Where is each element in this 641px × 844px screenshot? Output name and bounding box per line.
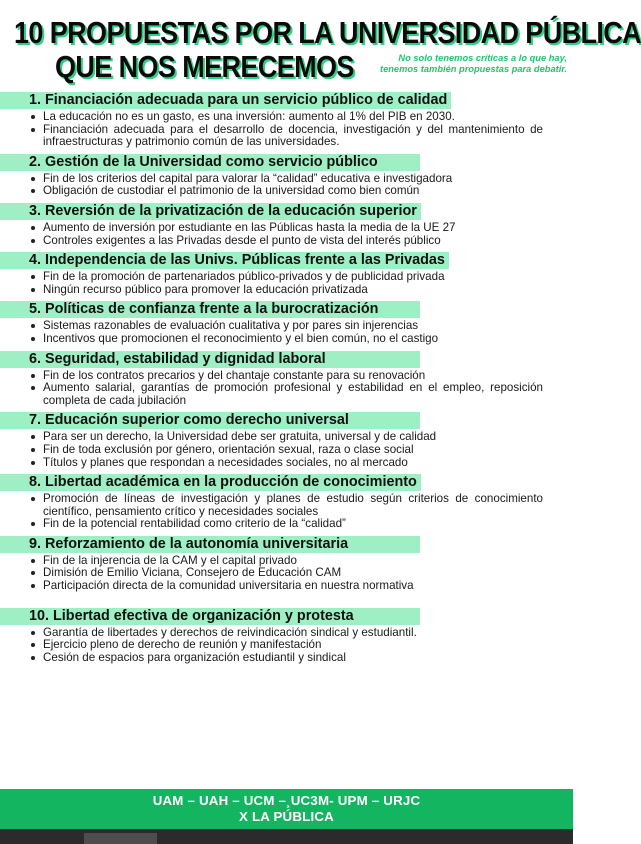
- proposal-title: 2. Gestión de la Universidad como servicio público: [29, 153, 378, 170]
- proposal-heading: [0, 91, 573, 110]
- list-item: Controles exigentes a las Privadas desde el punto de vista del interés público: [28, 235, 543, 248]
- list-item: La educación no es un gasto, es una inversión: aumento al 1% del PIB en 2030.: [28, 111, 543, 124]
- list-item: Ningún recurso público para promover la educación privatizada: [28, 284, 543, 297]
- proposal-title: 5. Políticas de confianza frente a la burocratización: [29, 301, 379, 318]
- proposal-section: [0, 300, 573, 345]
- proposal-title: 6. Seguridad, estabilidad y dignidad laboral: [29, 350, 326, 367]
- proposals-list: [0, 91, 573, 668]
- proposal-heading: [0, 607, 573, 626]
- page-title-line2: QUE NOS MERECEMOS: [55, 50, 354, 84]
- proposal-heading: [0, 300, 573, 319]
- list-item: Sistemas razonables de evaluación cualitativa y por pares sin injerencias: [28, 320, 543, 333]
- list-item: Incentivos que promocionen el reconocimiento y el bien común, no el castigo: [28, 333, 543, 346]
- proposal-section: [0, 153, 573, 198]
- proposal-items: [0, 431, 573, 469]
- list-item: Fin de los criterios del capital para valorar la “calidad” educativa e investigadora: [28, 173, 543, 186]
- proposal-items: [0, 271, 573, 296]
- proposal-items: [0, 111, 573, 149]
- proposal-items: [0, 493, 573, 531]
- proposal-section: [0, 91, 573, 149]
- proposal-heading: [0, 251, 573, 270]
- proposal-items: [0, 370, 573, 408]
- list-item: Cesión de espacios para organización estudiantil y sindical: [28, 652, 543, 665]
- proposal-title: 7. Educación superior como derecho universal: [29, 412, 349, 429]
- list-item: Aumento salarial, garantías de promoción profesional y estabilidad en el empleo, reposición completa de cada jubilación: [28, 382, 543, 407]
- page-title-line1: 10 PROPUESTAS POR LA UNIVERSIDAD PÚBLICA: [14, 16, 641, 50]
- list-item: Participación directa de la comunidad universitaria en nuestra normativa: [28, 580, 543, 593]
- list-item: Fin de la potencial rentabilidad como criterio de la “calidad”: [28, 518, 543, 531]
- tagline-line1: No solo tenemos críticas a lo que hay,: [398, 53, 567, 63]
- proposal-section: [0, 350, 573, 408]
- proposal-items: [0, 222, 573, 247]
- list-item: Ejercicio pleno de derecho de reunión y manifestación: [28, 639, 543, 652]
- proposal-section: [0, 473, 573, 531]
- tagline-line2: tenemos también propuestas para debatir.: [379, 64, 567, 74]
- bottom-strip-tab: [84, 833, 157, 844]
- list-item: Financiación adecuada para el desarrollo de docencia, investigación y del mantenimiento de infraestructuras y patrimonio común de las universidades.: [28, 124, 543, 149]
- proposal-heading: [0, 202, 573, 221]
- proposal-title: 9. Reforzamiento de la autonomía universitaria: [29, 535, 349, 552]
- list-item: Garantía de libertades y derechos de reivindicación sindical y estudiantil.: [28, 627, 543, 640]
- proposal-heading: [0, 535, 573, 554]
- proposal-heading: [0, 350, 573, 369]
- list-item: Dimisión de Emilio Viciana, Consejero de Educación CAM: [28, 567, 543, 580]
- proposal-items: [0, 627, 573, 665]
- proposal-title: 1. Financiación adecuada para un servicio público de calidad: [29, 92, 448, 108]
- list-item: Fin de la promoción de partenariados público-privados y de publicidad privada: [28, 271, 543, 284]
- proposal-section: [0, 535, 573, 593]
- proposal-section: [0, 607, 573, 665]
- list-item: Promoción de líneas de investigación y planes de estudio según criterios de conocimiento científico, pensamiento crítico y necesidades sociales: [28, 493, 543, 518]
- list-item: Títulos y planes que respondan a necesidades sociales, no al mercado: [28, 457, 543, 470]
- proposal-title: 3. Reversión de la privatización de la educación superior: [29, 202, 417, 219]
- proposal-heading: [0, 411, 573, 430]
- proposal-section: [0, 202, 573, 247]
- list-item: Fin de toda exclusión por género, orientación sexual, raza o clase social: [28, 444, 543, 457]
- proposal-title: 4. Independencia de las Univs. Públicas frente a las Privadas: [29, 252, 445, 269]
- proposal-items: [0, 173, 573, 198]
- proposal-heading: [0, 473, 573, 492]
- proposal-items: [0, 320, 573, 345]
- tagline: [309, 53, 567, 75]
- proposal-items: [0, 555, 573, 593]
- proposal-heading: [0, 153, 573, 172]
- list-item: Fin de la injerencia de la CAM y el capital privado: [28, 555, 543, 568]
- list-item: Obligación de custodiar el patrimonio de la universidad como bien común: [28, 185, 543, 198]
- proposal-section: [0, 251, 573, 296]
- footer-banner: [0, 789, 573, 829]
- proposal-section: [0, 411, 573, 469]
- list-item: Fin de los contratos precarios y del chantaje constante para su renovación: [28, 370, 543, 383]
- proposal-title: 10. Libertad efectiva de organización y protesta: [29, 607, 354, 624]
- footer-universities: UAM – UAH – UCM –¸UC3M- UPM – URJC: [152, 793, 421, 808]
- list-item: Para ser un derecho, la Universidad debe ser gratuita, universal y de calidad: [28, 431, 543, 444]
- footer-slogan: X LA PÚBLICA: [239, 809, 334, 824]
- bottom-strip: [0, 829, 573, 844]
- list-item: Aumento de inversión por estudiante en las Públicas hasta la media de la UE 27: [28, 222, 543, 235]
- proposal-title: 8. Libertad académica en la producción de conocimiento: [29, 474, 417, 491]
- header: [0, 0, 641, 86]
